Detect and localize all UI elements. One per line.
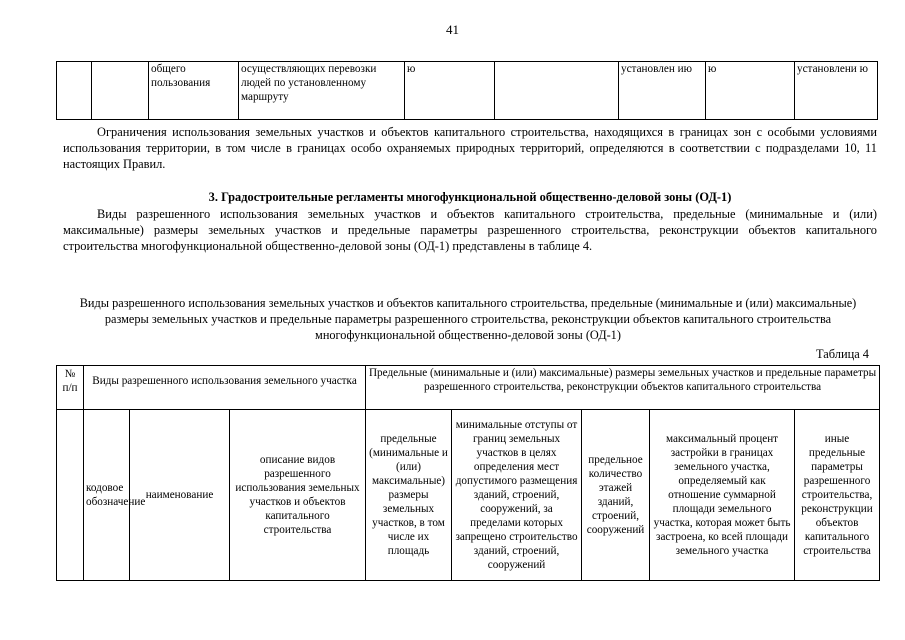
table-cell: ю xyxy=(405,62,495,120)
header-plot-size: предельные (минимальные и (или) максимальные) размеры земельных участков, в том числе их площадь xyxy=(366,410,452,581)
continued-table xyxy=(56,61,878,120)
table-header-row xyxy=(57,366,880,410)
section-heading: 3. Градостроительные регламенты многофункциональной общественно-деловой зоны (ОД-1) xyxy=(208,190,732,204)
header-description: описание видов разрешенного использования земельных участков и объектов капитального строительства xyxy=(230,410,366,581)
table-cell xyxy=(495,62,619,120)
header-params: Предельные (минимальные и (или) максимальные) размеры земельных участков и предельные параметры разрешенного строительства, реконструкции объектов капитального строительства xyxy=(366,366,880,410)
table-cell xyxy=(92,62,149,120)
table-cell: ю xyxy=(706,62,795,120)
regulations-table xyxy=(56,365,880,581)
header-setbacks: минимальные отступы от границ земельных участков в целях определения мест допустимого размещения зданий, строений, сооружений, за пределами которых запрещено строительство зданий, строений, сооружений xyxy=(452,410,582,581)
header-code: кодовое обозначение xyxy=(84,410,130,581)
table-row xyxy=(57,62,878,120)
restrictions-paragraph: Ограничения использования земельных участков и объектов капитального строительства, находящихся в границах зон с особыми условиями использования территории, в том числе в границах особо охраняемых природных территорий, определяются в соответствии с подразделами 10, 11 настоящих Правил. xyxy=(63,125,877,171)
header-cell xyxy=(57,410,84,581)
header-other-params: иные предельные параметры разрешенного строительства, реконструкции объектов капитального строительства xyxy=(795,410,880,581)
table-label: Таблица 4 xyxy=(816,347,869,361)
header-num: № п/п xyxy=(57,366,84,410)
table-cell: общего пользования xyxy=(149,62,239,120)
page-number: 41 xyxy=(446,22,459,37)
table-cell: установлени ю xyxy=(795,62,878,120)
header-types: Виды разрешенного использования земельного участка xyxy=(84,366,366,410)
table-caption: Виды разрешенного использования земельных участков и объектов капитального строительства, предельные (минимальные и (или) максимальные) размеры земельных участков и предельные параметры разрешенного строительства, реконструкции объектов капитального строительства многофункциональной общественно-деловой зоны (ОД-1) xyxy=(79,296,857,342)
intro-paragraph: Виды разрешенного использования земельных участков и объектов капитального строительства, предельные (минимальные и (или) максимальные) размеры земельных участков и предельные параметры разрешенного строительства, реконструкции объектов капитального строительства многофункциональной общественно-деловой зоны (ОД-1) представлены в таблице 4. xyxy=(63,207,877,253)
table-cell xyxy=(57,62,92,120)
header-floors: предельное количество этажей зданий, строений, сооружений xyxy=(582,410,650,581)
table-header-row xyxy=(57,410,880,581)
header-coverage: максимальный процент застройки в границах земельного участка, определяемый как отношение суммарной площади земельного участка, которая может быть застроена, ко всей площади земельного участка xyxy=(650,410,795,581)
table-cell: осуществляющих перевозки людей по установленному маршруту xyxy=(239,62,405,120)
table-cell: установлен ию xyxy=(619,62,706,120)
header-name: наименование xyxy=(130,410,230,581)
